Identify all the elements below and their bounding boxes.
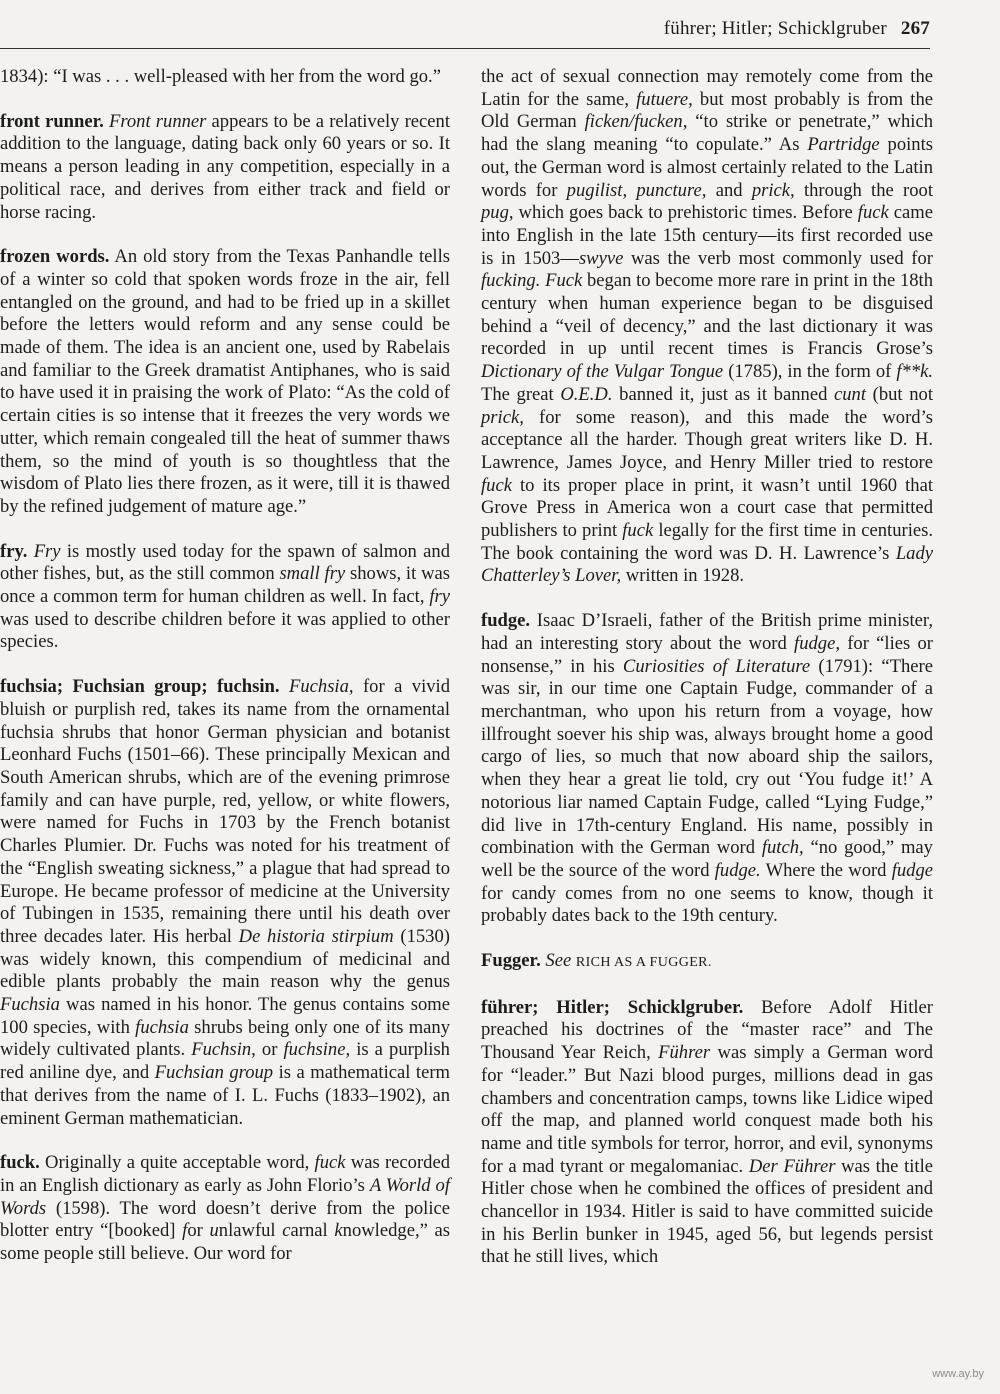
italic-text: fuck xyxy=(481,474,512,496)
italic-text: k xyxy=(334,1220,343,1242)
italic-text: Der Führer xyxy=(748,1155,836,1177)
text: Isaac D’Israeli, father of the British prime minister, had an interesting story about the word xyxy=(481,610,933,654)
italic-text: Dictionary of the Vulgar Tongue xyxy=(481,361,724,383)
text: but most probably is from the Old German xyxy=(481,88,933,133)
italic-text: f**k. xyxy=(896,361,933,383)
italic-text: Fuchsin, xyxy=(191,1039,256,1061)
entry-front-runner xyxy=(0,111,450,225)
text: which goes back to prehistoric times. Before xyxy=(513,202,858,224)
italic-text: Curiosities of Literature xyxy=(622,655,811,677)
text: was the title Hitler chose when he combined the offices of president and chancellor in 1934. Hitler is said to have committed suicide in his Berlin bunker in 1945, aged 56, but legends persist that he still lives, which xyxy=(481,1155,933,1268)
page-number: 267 xyxy=(900,18,930,39)
entry-fuhrer xyxy=(481,997,933,1269)
italic-text: Fuchsia xyxy=(0,994,60,1016)
text: is a mathematical term that derives from the name of I. L. Fuchs (1833–1902), an eminent German mathematician. xyxy=(0,1062,450,1129)
running-head-text: führer; Hitler; Schicklgruber xyxy=(663,18,887,39)
text: Where the word xyxy=(760,859,892,881)
text: for a vivid bluish or purplish red, takes its name from the ornamental fuchsia shrubs that honor German physician and botanist Leonhard Fuchs (1501–66). These principally Mexican and South American shrubs, which are of the evening primrose family and can have purple, red, yellow, or white flowers, were named for Fuchs in 1703 by the French botanist Charles Plumier. Dr. Fuchs was noted for his treatment of the “English sweating sickness,” a plague that had spread to Europe. He became professor of medicine at the University of Tubingen in 1535, remaining there until his death over three decades later. His herbal xyxy=(0,676,450,947)
text: for some reason), and this made the word’s acceptance all the harder. Though great writers like D. H. Lawrence, James Joyce, and Henry Miller tried to restore xyxy=(481,406,933,473)
text: written in 1928. xyxy=(621,565,745,587)
italic-text: pugilist, puncture, xyxy=(566,179,707,201)
text: for candy comes from no one seems to know, though it probably dates back to the 19th century. xyxy=(481,882,933,927)
left-column xyxy=(0,66,450,1288)
italic-text: Front runner xyxy=(108,110,207,132)
italic-text: ficken/fucken, xyxy=(584,111,688,133)
italic-text: Fry xyxy=(33,540,61,562)
italic-text: A World of Words xyxy=(0,1174,450,1219)
italic-text: prick, xyxy=(481,406,524,428)
headword: front runner. xyxy=(0,110,104,132)
headword: Fugger. xyxy=(481,950,541,972)
cross-reference: RICH AS A FUGGER. xyxy=(575,955,712,971)
entry-fudge xyxy=(481,610,933,928)
text: came into English in the late 15th century—its first recorded use is in 1503— xyxy=(481,202,934,269)
headword: fuchsia; Fuchsian group; fuchsin. xyxy=(0,676,280,698)
italic-text: small fry xyxy=(279,563,346,585)
italic-text: Lady Chatterley’s Lover, xyxy=(481,542,933,587)
text: arnal xyxy=(290,1220,335,1242)
header-rule xyxy=(0,48,930,49)
italic-text: See xyxy=(545,950,572,972)
right-column xyxy=(481,66,933,1291)
italic-text: futuere, xyxy=(636,88,693,110)
text: was used to describe children before it was applied to other species. xyxy=(0,608,450,653)
italic-text: fry xyxy=(429,586,450,608)
italic-text: fudge xyxy=(891,859,934,881)
italic-text: fuchsine, xyxy=(283,1039,351,1061)
text: for “lies or nonsense,” in his xyxy=(481,632,933,677)
text: was the verb most commonly used for xyxy=(623,247,933,269)
headword: fuck. xyxy=(0,1152,40,1174)
italic-text: fucking. Fuck xyxy=(481,270,583,292)
italic-text: fuchsia xyxy=(135,1016,189,1038)
italic-text: prick, xyxy=(751,179,795,201)
italic-text: cunt xyxy=(834,383,867,405)
entry-fuchsia xyxy=(0,676,450,1130)
text: through the root xyxy=(794,179,933,201)
text: 1834): “I was . . . well-pleased with her from the word go.” xyxy=(0,66,441,87)
headword: fudge. xyxy=(481,610,531,632)
entry-fuck xyxy=(0,1152,450,1266)
text: is a purplish red aniline dye, and xyxy=(0,1039,450,1084)
text: legally for the first time in centuries. The book containing the word was D. H. Lawrence’s xyxy=(481,520,933,564)
headword: frozen words. xyxy=(0,246,110,268)
entry-frozen-words xyxy=(0,246,450,518)
text: nlawful xyxy=(218,1220,283,1242)
text: Before Adolf Hitler preached his doctrines of the “master race” and The Thousand Year Reich, xyxy=(481,996,933,1064)
text: is mostly used today for the spawn of salmon and other fishes, but, as the still common xyxy=(0,540,450,585)
text: the act of sexual connection may remotely come from the Latin for the same, xyxy=(481,66,933,110)
text: was named in his honor. The genus contains some 100 species, with xyxy=(0,994,450,1038)
text: points out, the German word is almost certainly related to the Latin words for xyxy=(481,134,933,201)
headword: führer; Hitler; Schicklgruber. xyxy=(481,996,744,1018)
text: Originally a quite acceptable word, xyxy=(39,1152,315,1174)
text: shows, it was once a common term for human children as well. In fact, xyxy=(0,563,450,608)
italic-text: futch, xyxy=(761,837,804,859)
text: “no good,” may well be the source of the word xyxy=(481,837,933,881)
entry-fry xyxy=(0,541,450,655)
watermark: www.ay.by xyxy=(932,1368,984,1380)
italic-text: fuck xyxy=(857,202,889,224)
text: An old story from the Texas Panhandle tells of a winter so cold that spoken words froze in the air, fell entangled on the ground, and had to be fried up in a skillet before the letters would reform and any sense could be made of them. The idea is an ancient one, used by Rabelais and familiar to the Greek dramatist Antiphanes, who is said to have used it in praising the work of Plato: “As the cold of certain cities is so intense that it freezes the very words we utter, which remain congealed till the heat of summer thaws them, so the mind of youth is so thoughtless that the wisdom of Plato lies there frozen, as it were, till it is thawed by the refined judgement of mature age.” xyxy=(0,246,450,517)
italic-text: fuck xyxy=(622,520,654,542)
text: or xyxy=(255,1039,284,1061)
italic-text: swyve xyxy=(578,247,624,269)
text: (but not xyxy=(866,383,933,405)
running-head xyxy=(664,18,930,40)
text: nowledge,” as some people still believe. Our word for xyxy=(0,1220,451,1265)
text: The great xyxy=(481,383,561,405)
text: (1598). The word doesn’t derive from the police blotter entry “[booked] xyxy=(0,1197,450,1242)
text: to its proper place in print, it wasn’t until 1960 that Grove Press in America won a court case that permitted publishers to print xyxy=(481,474,933,542)
italic-text: Fuchsia, xyxy=(288,676,354,698)
italic-text: pug, xyxy=(481,202,514,224)
text: shrubs being only one of its many widely cultivated plants. xyxy=(0,1016,451,1061)
text: or xyxy=(187,1220,210,1242)
italic-text: O.E.D. xyxy=(560,383,613,405)
text: (1791): “There was sir, in our time one Captain Fudge, commander of a merchantman, who upon his return from a voyage, how illfrought soever his ship was, always brought home a good cargo of lies, so much that now aboard ship the sailors, when they hear a great lie told, cry out ‘You fudge it!’ A notorious liar named Captain Fudge, called “Lying Fudge,” did live in 17th-century England. His name, possibly in combination with the German word xyxy=(481,655,933,859)
italic-text: fudge. xyxy=(714,859,761,881)
text: banned it, just as it banned xyxy=(612,383,834,405)
text: was simply a German word for “leader.” But Nazi blood purges, millions dead in gas chambers and concentration camps, towns like Lidice wiped off the map, and planned world conquest made both his name and title symbols for terror, horror, and evil, synonyms for a mad tyrant or megalomaniac. xyxy=(481,1042,933,1177)
italic-text: fuck xyxy=(314,1152,346,1174)
text: appears to be a relatively recent addition to the language, dating back only 60 years or so. It means a person leading in any competition, especially in a political race, and derives from either track and field or horse racing. xyxy=(0,110,450,223)
entry-fuck-continued xyxy=(481,66,933,588)
italic-text: fudge, xyxy=(794,632,840,654)
text: was recorded in an English dictionary as early as John Florio’s xyxy=(0,1152,450,1196)
text: “to strike or penetrate,” which had the slang meaning “to copulate.” As xyxy=(481,111,933,156)
italic-text: Führer xyxy=(658,1042,711,1064)
italic-text: u xyxy=(209,1220,219,1242)
entry-fugger xyxy=(481,950,933,975)
entry-continuation xyxy=(0,66,450,89)
headword: fry. xyxy=(0,540,28,562)
text: and xyxy=(706,179,752,201)
text xyxy=(280,676,289,697)
italic-text: Fuchsian group xyxy=(154,1062,274,1084)
text: began to become more rare in print in the 18th century when human experience began to be disguised behind a “veil of decency,” and the last dictionary it was recorded in up until recent times is Francis Grose’s xyxy=(481,270,934,360)
italic-text: c xyxy=(282,1220,291,1242)
italic-text: Partridge xyxy=(807,134,880,156)
italic-text: f xyxy=(182,1220,188,1242)
text: (1530) was widely known, this compendium of medicinal and edible plants probably the main reason why the genus xyxy=(0,925,450,993)
text: (1785), in the form of xyxy=(723,361,897,383)
italic-text: De historia stirpium xyxy=(238,925,394,947)
